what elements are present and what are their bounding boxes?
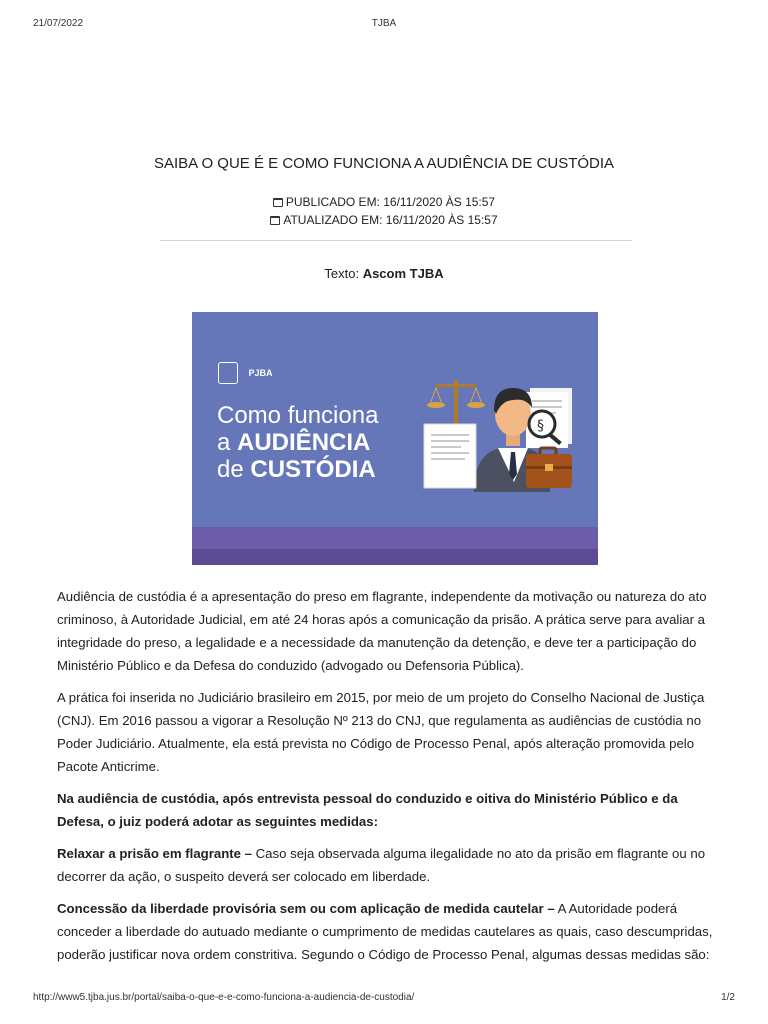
lawyer-illustration <box>422 362 582 512</box>
print-header <box>33 18 735 32</box>
calendar-icon <box>270 216 280 225</box>
banner-headline-line1: Como funciona <box>217 402 379 429</box>
article-title: SAIBA O QUE É E COMO FUNCIONA A AUDIÊNCIA DE CUSTÓDIA <box>153 155 615 172</box>
paragraph-relaxar: Relaxar a prisão em flagrante – Caso seja observada alguma ilegalidade no ato da prisão em flagrante ou no decorrer da ação, o suspeito deverá ser colocado em liberdade. <box>57 846 706 884</box>
banner-logo-text: PJBA <box>248 368 273 378</box>
banner-logos <box>218 362 273 384</box>
banner-band-dark <box>192 549 598 565</box>
published-date <box>0 195 768 209</box>
banner-band <box>192 527 598 549</box>
paragraph-concessao: Concessão da liberdade provisória sem ou com aplicação de medida cautelar – A Autoridade poderá conceder a liberdade do autuado mediante o cumprimento de medidas cautelares as quais, caso descumpridas, poderão justificar nova ordem constritiva. Segundo o Código de Processo Penal, algumas dessas medidas são: <box>57 901 713 962</box>
paragraph-history: A prática foi inserida no Judiciário brasileiro em 2015, por meio de um projeto do Conselho Nacional de Justiça (CNJ). Em 2016 passou a vigorar a Resolução Nº 213 do CNJ, que regulamenta as audiências de custódia no Poder Judiciário. Atualmente, ela está prevista no Código de Processo Penal, após alteração promovida pelo Pacote Anticrime. <box>57 690 705 774</box>
title-divider <box>160 240 632 241</box>
byline-label: Texto: <box>324 266 363 281</box>
page-number: 1/2 <box>721 992 735 1003</box>
print-site-title: TJBA <box>371 18 397 29</box>
paragraph-intro: Audiência de custódia é a apresentação do preso em flagrante, independente da motivação ou natureza do ato criminoso, à Autoridade Judicial, em até 24 horas após a comunicação da prisão. A prática serve para avaliar a integridade do preso, a legalidade e a necessidade da manutenção da detenção, e deve ter a participação do Ministério Público e da Defesa do conduzido (advogado ou Defensoria Pública). <box>57 589 707 673</box>
updated-date <box>0 213 768 227</box>
article-banner-image <box>192 312 598 565</box>
banner-headline-line3: de CUSTÓDIA <box>217 456 376 483</box>
banner-headline-line2: a AUDIÊNCIA <box>217 429 371 456</box>
published-label: PUBLICADO EM: 16/11/2020 ÀS 15:57 <box>285 195 496 209</box>
updated-label: ATUALIZADO EM: 16/11/2020 ÀS 15:57 <box>283 213 498 227</box>
article-body <box>57 585 725 975</box>
courthouse-seal-icon <box>218 362 238 384</box>
briefcase-icon <box>526 448 572 488</box>
calendar-icon <box>273 198 283 207</box>
svg-text:§: § <box>537 418 544 434</box>
print-url: http://www5.tjba.jus.br/portal/saiba-o-que-e-e-como-funciona-a-audiencia-de-custodia/ <box>33 992 415 1003</box>
print-footer <box>33 992 735 1006</box>
paragraph-measures-intro: Na audiência de custódia, após entrevista pessoal do conduzido e oitiva do Ministério Público e da Defesa, o juiz poderá adotar as seguintes medidas: <box>57 791 678 829</box>
paper-icon <box>424 424 476 488</box>
byline-author: Ascom TJBA <box>362 266 444 281</box>
byline <box>0 266 768 281</box>
print-date: 21/07/2022 <box>33 18 84 29</box>
